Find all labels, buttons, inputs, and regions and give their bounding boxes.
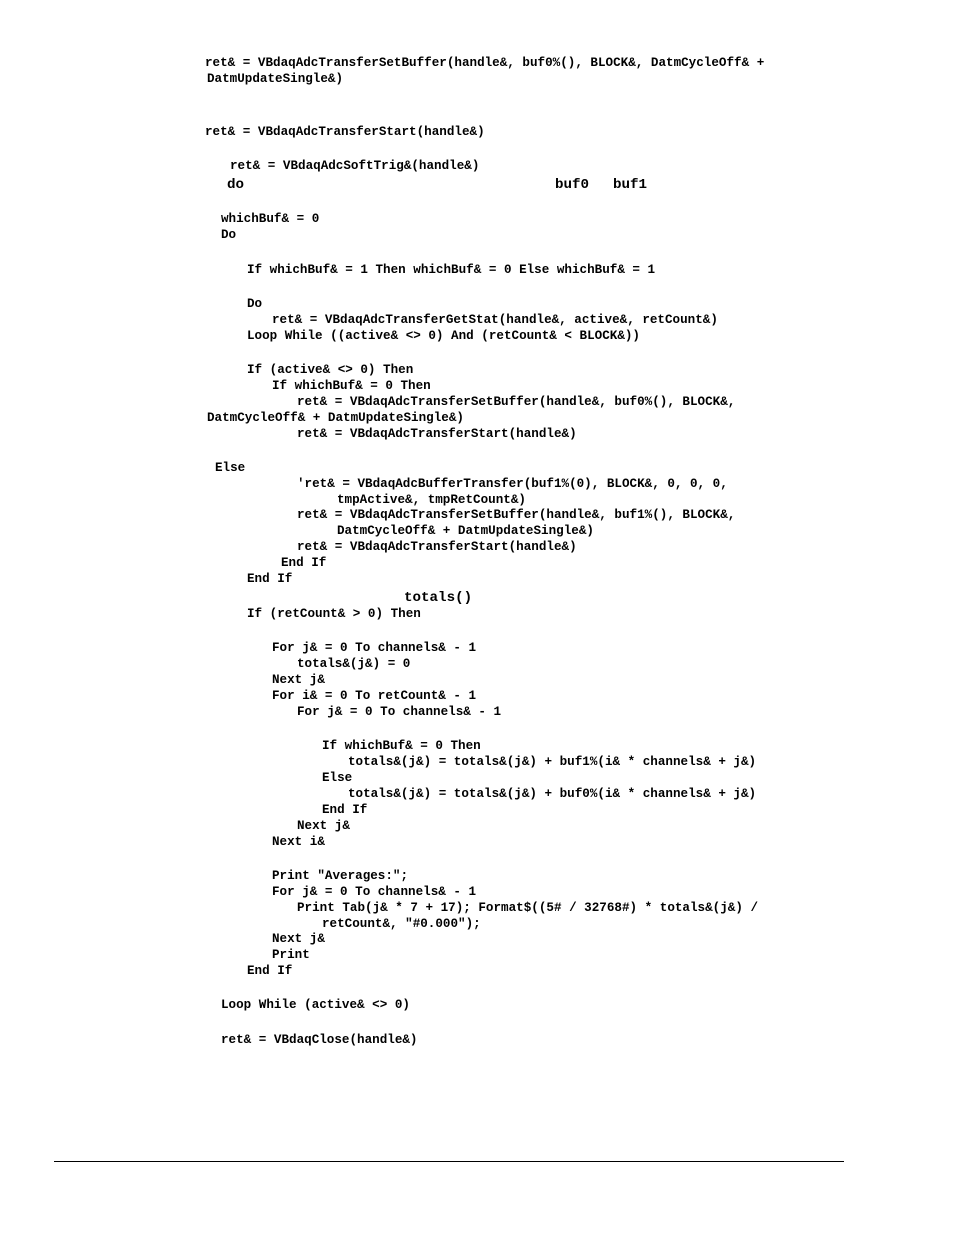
code-line: ret& = VBdaqClose(handle&) [221, 1033, 418, 1047]
code-line: End If [281, 556, 327, 570]
code-line: 'ret& = VBdaqAdcBufferTransfer(buf1%(0), BLOCK&, 0, 0, 0, [297, 477, 728, 491]
code-line: Print Tab(j& * 7 + 17); Format$((5# / 32768#) * totals&(j&) / [297, 901, 759, 915]
code-line: If whichBuf& = 0 Then [272, 379, 431, 393]
code-line: DatmCycleOff& + DatmUpdateSingle&) [337, 524, 594, 538]
code-line: Print "Averages:"; [272, 869, 409, 883]
code-line: ret& = VBdaqAdcSoftTrig&(handle&) [230, 159, 480, 173]
code-line: Next i& [272, 835, 325, 849]
code-line: Next j& [297, 819, 350, 833]
code-line: Else [322, 771, 353, 785]
code-line: For j& = 0 To channels& - 1 [272, 885, 477, 899]
code-line: If (active& <> 0) Then [247, 363, 414, 377]
code-line: totals&(j&) = 0 [297, 657, 411, 671]
code-line: If (retCount& > 0) Then [247, 607, 421, 621]
code-line: If whichBuf& = 1 Then whichBuf& = 0 Else whichBuf& = 1 [247, 263, 656, 277]
code-line: buf0 [555, 177, 590, 193]
code-line: For i& = 0 To retCount& - 1 [272, 689, 477, 703]
code-line: whichBuf& = 0 [221, 212, 320, 226]
code-line: Loop While (active& <> 0) [221, 998, 410, 1012]
code-line: ret& = VBdaqAdcTransferGetStat(handle&, active&, retCount&) [272, 313, 718, 327]
code-line: Next j& [272, 673, 325, 687]
code-line: buf1 [613, 177, 648, 193]
code-line: End If [247, 572, 293, 586]
code-line: DatmCycleOff& + DatmUpdateSingle&) [207, 411, 464, 425]
code-line: Loop While ((active& <> 0) And (retCount& < BLOCK&)) [247, 329, 640, 343]
code-line: ret& = VBdaqAdcTransferSetBuffer(handle&, buf1%(), BLOCK&, [297, 508, 736, 522]
code-line: do [227, 177, 245, 193]
code-line: ret& = VBdaqAdcTransferStart(handle&) [297, 427, 577, 441]
code-line: End If [247, 964, 293, 978]
code-line: End If [322, 803, 368, 817]
code-line: ret& = VBdaqAdcTransferStart(handle&) [297, 540, 577, 554]
code-line: ret& = VBdaqAdcTransferStart(handle&) [205, 125, 485, 139]
code-line: For j& = 0 To channels& - 1 [297, 705, 502, 719]
code-line: totals&(j&) = totals&(j&) + buf0%(i& * channels& + j&) [348, 787, 757, 801]
footer-rule [54, 1161, 844, 1162]
code-line: Do [247, 297, 263, 311]
code-line: retCount&, "#0.000"); [322, 917, 481, 931]
code-line: Print [272, 948, 310, 962]
code-line: ret& = VBdaqAdcTransferSetBuffer(handle&, buf0%(), BLOCK&, DatmCycleOff& + [205, 56, 765, 70]
code-line: totals() [404, 590, 473, 606]
code-line: Next j& [272, 932, 325, 946]
code-line: If whichBuf& = 0 Then [322, 739, 481, 753]
code-line: tmpActive&, tmpRetCount&) [337, 493, 526, 507]
code-line: Else [215, 461, 246, 475]
code-line: Do [221, 228, 237, 242]
code-line: DatmUpdateSingle&) [207, 72, 344, 86]
code-line: totals&(j&) = totals&(j&) + buf1%(i& * channels& + j&) [348, 755, 757, 769]
code-line: ret& = VBdaqAdcTransferSetBuffer(handle&, buf0%(), BLOCK&, [297, 395, 736, 409]
code-line: For j& = 0 To channels& - 1 [272, 641, 477, 655]
